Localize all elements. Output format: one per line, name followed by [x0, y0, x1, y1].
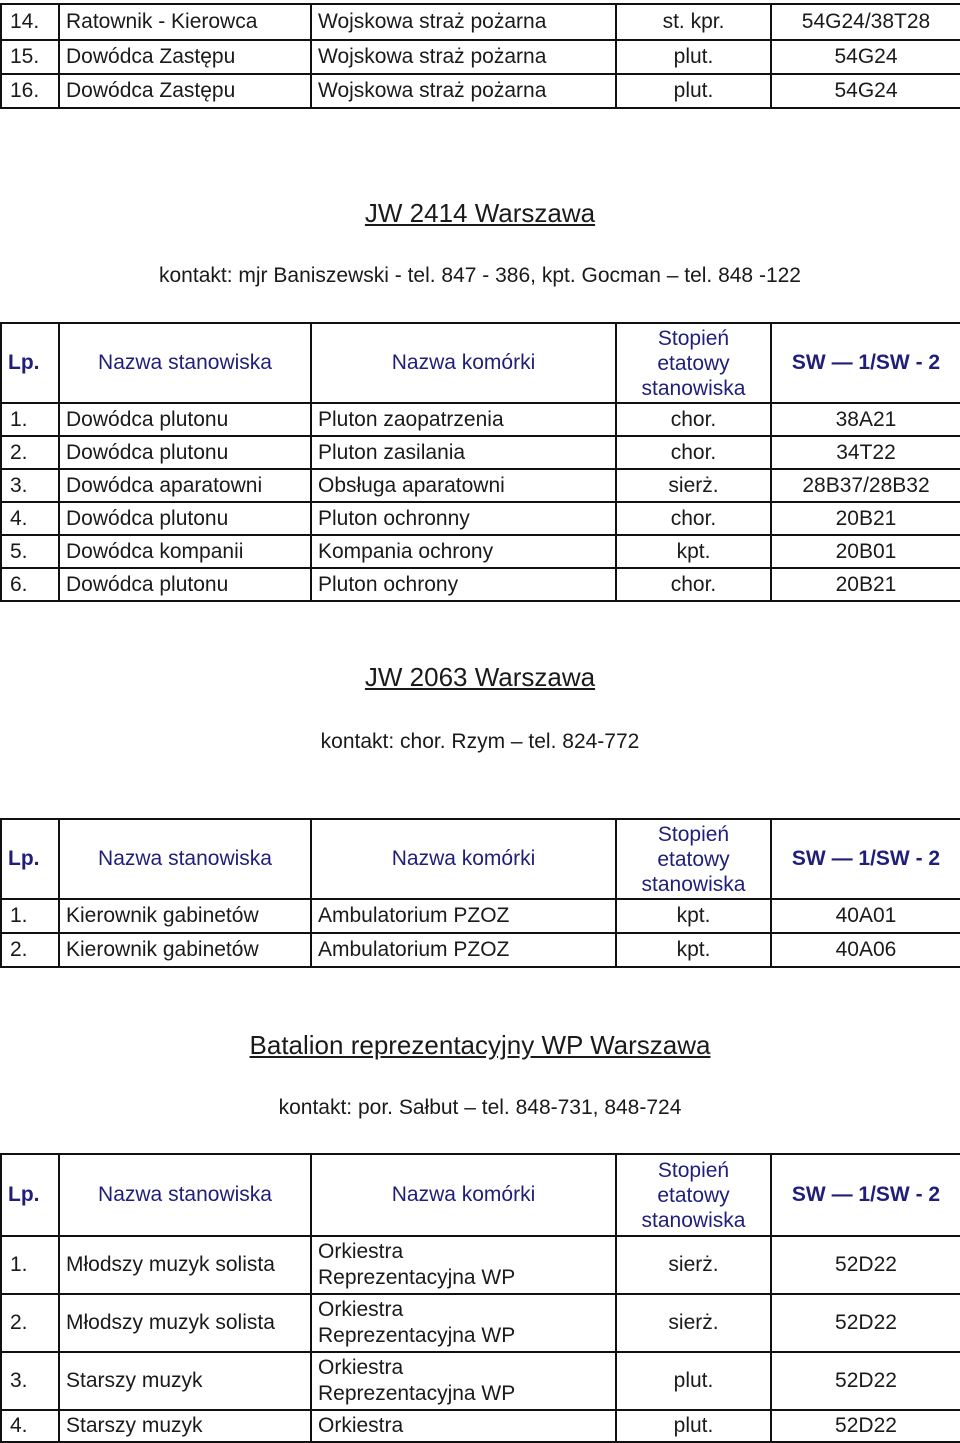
row-lp: 2.	[1, 933, 59, 967]
row-name: Dowódca plutonu	[59, 436, 311, 469]
row-rank: kpt.	[616, 933, 771, 967]
row-sw: 28B37/28B32	[771, 469, 960, 502]
row-lp: 1.	[1, 1236, 59, 1294]
row-unit: Obsługa aparatowni	[311, 469, 616, 502]
contact-label: kontakt:	[320, 730, 395, 753]
header-rank-line: etatowy	[657, 1183, 730, 1207]
row-unit	[311, 1352, 616, 1410]
row-rank: plut.	[616, 1352, 771, 1410]
row-sw: 40A06	[771, 933, 960, 967]
table-row	[1, 436, 960, 469]
row-rank: sierż.	[616, 469, 771, 502]
row-rank: chor.	[616, 403, 771, 436]
row-unit: Orkiestra	[311, 1410, 616, 1442]
row-name: Dowódca kompanii	[59, 535, 311, 568]
row-name: Starszy muzyk	[59, 1352, 311, 1410]
table-row	[1, 933, 960, 967]
header-unit: Nazwa komórki	[311, 323, 616, 403]
header-name: Nazwa stanowiska	[59, 819, 311, 899]
row-unit: Wojskowa straż pożarna	[311, 4, 616, 40]
row-name: Dowódca Zastępu	[59, 40, 311, 74]
row-lp: 6.	[1, 568, 59, 601]
row-lp: 2.	[1, 436, 59, 469]
row-lp: 3.	[1, 1352, 59, 1410]
table-row	[1, 74, 960, 108]
row-unit: Pluton zaopatrzenia	[311, 403, 616, 436]
row-name: Kierownik gabinetów	[59, 933, 311, 967]
section-title: JW 2414 Warszawa	[364, 198, 596, 228]
header-rank-line: Stopień	[657, 822, 730, 846]
row-sw: 40A01	[771, 899, 960, 933]
row-unit: Wojskowa straż pożarna	[311, 40, 616, 74]
row-name: Dowódca plutonu	[59, 403, 311, 436]
table-row	[1, 4, 960, 40]
row-name: Młodszy muzyk solista	[59, 1236, 311, 1294]
row-unit: Kompania ochrony	[311, 535, 616, 568]
header-unit: Nazwa komórki	[311, 819, 616, 899]
section-title: JW 2063 Warszawa	[364, 662, 596, 692]
row-lp: 5.	[1, 535, 59, 568]
row-lp: 15.	[1, 40, 59, 74]
top-table	[0, 3, 960, 109]
row-name: Starszy muzyk	[59, 1410, 311, 1442]
row-unit	[311, 1236, 616, 1294]
row-lp: 2.	[1, 1294, 59, 1352]
header-name: Nazwa stanowiska	[59, 323, 311, 403]
contact-text: por. Sałbut – tel. 848-731, 848-724	[357, 1096, 682, 1119]
row-lp: 14.	[1, 4, 59, 40]
contact-text: mjr Baniszewski - tel. 847 - 386, kpt. Gocman – tel. 848 -122	[238, 264, 801, 287]
row-sw: 52D22	[771, 1352, 960, 1410]
row-sw: 52D22	[771, 1294, 960, 1352]
row-unit-line: Reprezentacyjna WP	[318, 1266, 516, 1289]
header-rank	[616, 819, 771, 899]
header-rank	[616, 323, 771, 403]
row-sw: 52D22	[771, 1410, 960, 1442]
table-header-row	[1, 323, 960, 403]
header-lp: Lp.	[1, 1154, 59, 1236]
row-name: Dowódca plutonu	[59, 502, 311, 535]
row-unit: Ambulatorium PZOZ	[311, 933, 616, 967]
header-rank	[616, 1154, 771, 1236]
row-rank: chor.	[616, 502, 771, 535]
row-unit	[311, 1294, 616, 1352]
section-contact	[0, 1096, 960, 1120]
row-rank: chor.	[616, 436, 771, 469]
row-name: Młodszy muzyk solista	[59, 1294, 311, 1352]
table-row	[1, 403, 960, 436]
row-rank: st. kpr.	[616, 4, 771, 40]
row-sw: 54G24	[771, 74, 960, 108]
row-sw: 54G24/38T28	[771, 4, 960, 40]
table-row	[1, 1294, 960, 1352]
row-unit-line: Reprezentacyjna WP	[318, 1382, 516, 1405]
row-rank: kpt.	[616, 535, 771, 568]
table-header-row	[1, 1154, 960, 1236]
header-rank-line: stanowiska	[641, 376, 746, 400]
positions-table	[0, 1153, 960, 1443]
header-name: Nazwa stanowiska	[59, 1154, 311, 1236]
row-sw: 54G24	[771, 40, 960, 74]
row-rank: plut.	[616, 74, 771, 108]
table-row	[1, 502, 960, 535]
row-unit: Pluton ochrony	[311, 568, 616, 601]
row-sw: 38A21	[771, 403, 960, 436]
row-unit-line: Reprezentacyjna WP	[318, 1324, 516, 1347]
section-title: Batalion reprezentacyjny WP Warszawa	[249, 1030, 711, 1060]
row-lp: 1.	[1, 899, 59, 933]
row-lp: 1.	[1, 403, 59, 436]
row-sw: 52D22	[771, 1236, 960, 1294]
row-name: Dowódca aparatowni	[59, 469, 311, 502]
row-rank: chor.	[616, 568, 771, 601]
row-unit: Pluton zasilania	[311, 436, 616, 469]
table-header-row	[1, 819, 960, 899]
row-sw: 34T22	[771, 436, 960, 469]
header-unit: Nazwa komórki	[311, 1154, 616, 1236]
table-row	[1, 1352, 960, 1410]
row-rank: plut.	[616, 40, 771, 74]
table-row	[1, 1236, 960, 1294]
table-row	[1, 899, 960, 933]
row-unit: Ambulatorium PZOZ	[311, 899, 616, 933]
row-unit-line: Orkiestra	[318, 1298, 404, 1321]
row-sw: 20B21	[771, 502, 960, 535]
table-row	[1, 469, 960, 502]
contact-label: kontakt:	[159, 264, 233, 287]
row-lp: 4.	[1, 502, 59, 535]
header-rank-line: Stopień	[657, 326, 730, 350]
row-unit: Wojskowa straż pożarna	[311, 74, 616, 108]
positions-table	[0, 322, 960, 602]
row-name: Kierownik gabinetów	[59, 899, 311, 933]
table-row	[1, 1410, 960, 1442]
row-lp: 16.	[1, 74, 59, 108]
header-rank-line: etatowy	[657, 847, 730, 871]
positions-table	[0, 818, 960, 968]
row-unit-line: Orkiestra	[318, 1356, 404, 1379]
header-sw: SW — 1/SW - 2	[771, 1154, 960, 1236]
header-rank-line: stanowiska	[641, 872, 746, 896]
row-sw: 20B01	[771, 535, 960, 568]
row-name: Dowódca plutonu	[59, 568, 311, 601]
row-rank: plut.	[616, 1410, 771, 1442]
section-contact	[0, 730, 960, 754]
row-name: Dowódca Zastępu	[59, 74, 311, 108]
table-row	[1, 568, 960, 601]
row-rank: kpt.	[616, 899, 771, 933]
section-contact	[0, 264, 960, 288]
row-unit-line: Orkiestra	[318, 1240, 404, 1263]
header-sw: SW — 1/SW - 2	[771, 323, 960, 403]
contact-text: chor. Rzym – tel. 824-772	[400, 730, 640, 753]
row-unit: Pluton ochronny	[311, 502, 616, 535]
header-rank-line: Stopień	[657, 1158, 730, 1182]
contact-label: kontakt:	[278, 1096, 353, 1119]
header-lp: Lp.	[1, 323, 59, 403]
table-row	[1, 535, 960, 568]
row-name: Ratownik - Kierowca	[59, 4, 311, 40]
header-lp: Lp.	[1, 819, 59, 899]
table-row	[1, 40, 960, 74]
row-lp: 4.	[1, 1410, 59, 1442]
row-rank: sierż.	[616, 1294, 771, 1352]
header-rank-line: etatowy	[657, 351, 730, 375]
row-sw: 20B21	[771, 568, 960, 601]
row-rank: sierż.	[616, 1236, 771, 1294]
row-lp: 3.	[1, 469, 59, 502]
header-sw: SW — 1/SW - 2	[771, 819, 960, 899]
header-rank-line: stanowiska	[641, 1208, 746, 1232]
